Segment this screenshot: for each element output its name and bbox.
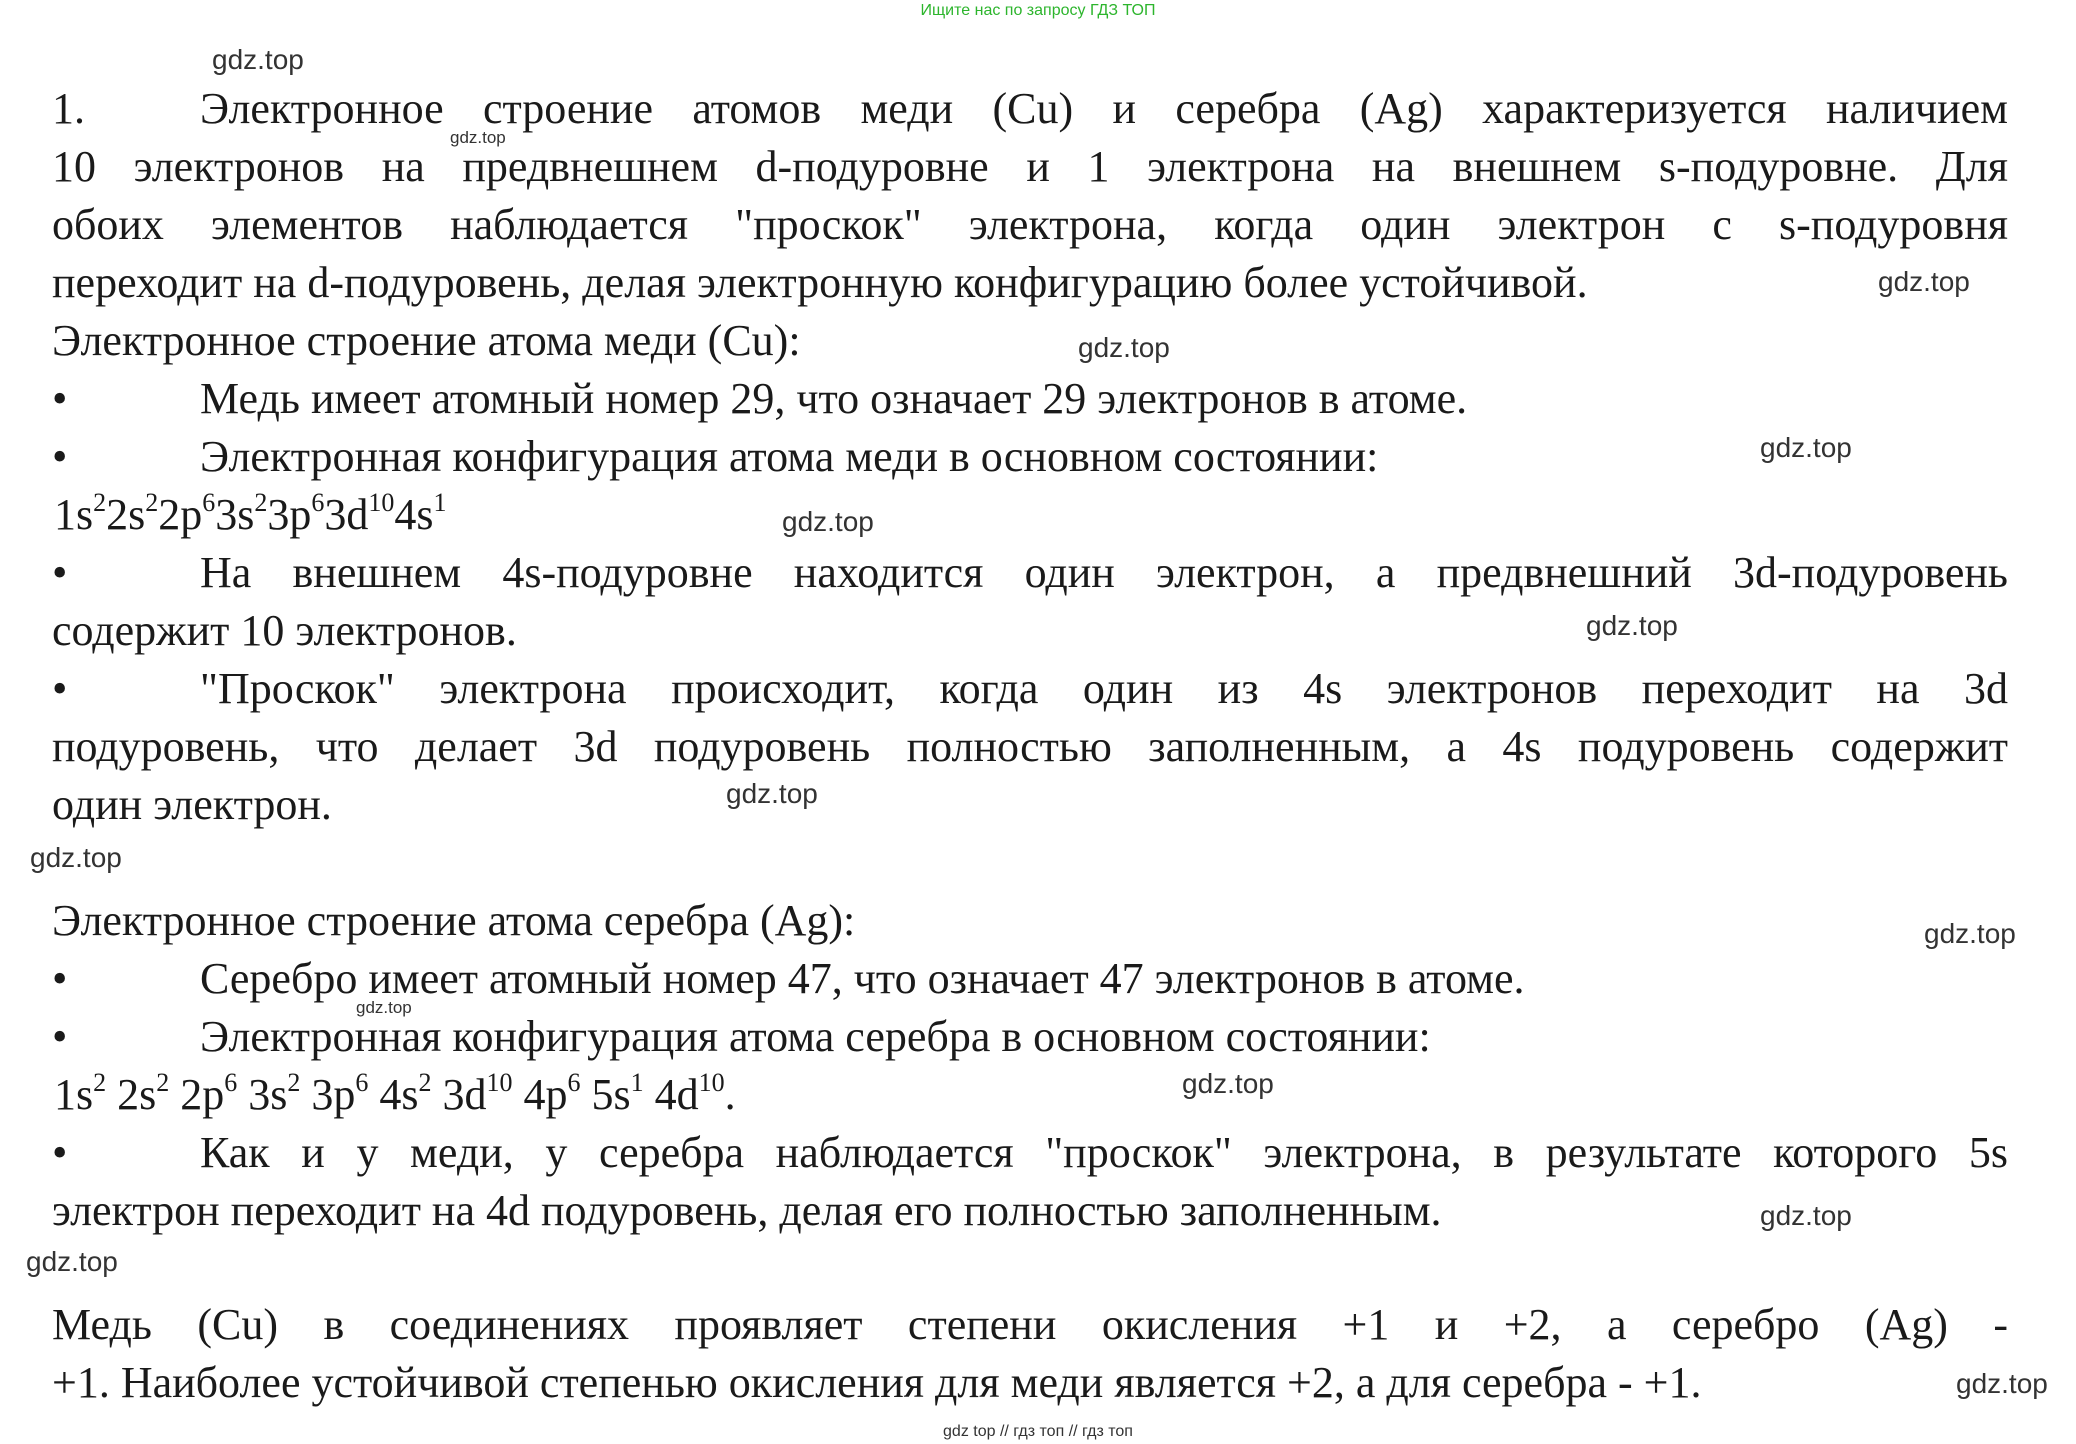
watermark: gdz.top bbox=[450, 128, 506, 147]
bullet-dot: • bbox=[52, 374, 68, 423]
para1-line-4: переходит на d-подуровень, делая электронную конфигурацию более устойчивой. bbox=[52, 258, 1588, 307]
cu-bullet-4-line-2: подуровень, что делает 3d подуровень полностью заполненным, а 4s подуровень содержит bbox=[52, 722, 2008, 771]
ag-config-term: $2p^6$ bbox=[180, 1068, 238, 1119]
cu-electron-config bbox=[54, 486, 2010, 544]
watermark: gdz.top bbox=[1956, 1368, 2048, 1399]
cu-bullet-3-line-2: содержит 10 электронов. bbox=[52, 606, 517, 655]
ag-config-term: $4p^6$ bbox=[523, 1068, 581, 1119]
ag-bullet-1: Серебро имеет атомный номер 47, что означает 47 электронов в атоме. bbox=[200, 954, 1525, 1003]
ag-config-term: $5s^1$ bbox=[591, 1068, 644, 1119]
watermark: gdz.top bbox=[1078, 332, 1170, 363]
watermark: gdz.top bbox=[782, 506, 874, 537]
ag-config-term: $3s^2$ bbox=[248, 1068, 301, 1119]
ag-config-term: $3d^{10}$ bbox=[442, 1068, 513, 1119]
bullet-dot: • bbox=[52, 1128, 68, 1177]
watermark: gdz.top bbox=[1760, 1200, 1852, 1231]
watermark: gdz.top bbox=[356, 998, 412, 1017]
cu-config-term: $2p^6$ bbox=[158, 488, 216, 539]
bullet-dot: • bbox=[52, 954, 68, 1003]
ag-heading: Электронное строение атома серебра (Ag): bbox=[52, 896, 856, 945]
cu-config-term: $3d^{10}$ bbox=[324, 488, 395, 539]
cu-config-term: $4s^1$ bbox=[394, 488, 447, 539]
cu-bullet-2: Электронная конфигурация атома меди в основном состоянии: bbox=[200, 432, 1379, 481]
cu-config-term: $3p^6$ bbox=[267, 488, 325, 539]
cu-config-term: $1s^2$ bbox=[54, 488, 107, 539]
watermark: gdz.top bbox=[1182, 1068, 1274, 1099]
ag-config-end: . bbox=[724, 1070, 736, 1119]
ag-config-term: $4s^2$ bbox=[379, 1068, 432, 1119]
watermark: gdz.top bbox=[30, 842, 122, 873]
ag-config-term: $2s^2$ bbox=[117, 1068, 170, 1119]
ag-bullet-2: Электронная конфигурация атома серебра в основном состоянии: bbox=[200, 1012, 1431, 1061]
final-line-1: Медь (Cu) в соединениях проявляет степени окисления +1 и +2, а серебро (Ag) - bbox=[52, 1300, 2008, 1349]
ag-electron-config bbox=[54, 1066, 2010, 1124]
final-line-2: +1. Наиболее устойчивой степенью окисления для меди является +2, а для серебра - +1. bbox=[52, 1358, 1702, 1407]
footer-links[interactable]: gdz top // гдз топ // гдз топ bbox=[943, 1423, 1133, 1440]
cu-bullet-4-line-3: один электрон. bbox=[52, 780, 332, 829]
cu-bullet-4-line-1: "Проскок" электрона происходит, когда один из 4s электронов переходит на 3d bbox=[200, 664, 2008, 713]
watermark: gdz.top bbox=[1878, 266, 1970, 297]
ag-bullet-3-line-2: электрон переходит на 4d подуровень, делая его полностью заполненным. bbox=[52, 1186, 1442, 1235]
watermark: gdz.top bbox=[1760, 432, 1852, 463]
para1-line-1-text: Электронное строение атомов меди (Cu) и серебра (Ag) характеризуется наличием bbox=[200, 84, 2008, 133]
watermark: gdz.top bbox=[1586, 610, 1678, 641]
watermark: gdz.top bbox=[212, 44, 304, 75]
cu-config-term: $2s^2$ bbox=[106, 488, 159, 539]
para1-line-3: обоих элементов наблюдается "проскок" электрона, когда один электрон с s-подуровня bbox=[52, 200, 2008, 249]
bullet-dot: • bbox=[52, 664, 68, 713]
item-number: 1. bbox=[52, 84, 85, 133]
ag-config-term: $4d^{10}$ bbox=[654, 1068, 725, 1119]
cu-bullet-1: Медь имеет атомный номер 29, что означает 29 электронов в атоме. bbox=[200, 374, 1468, 423]
watermark: gdz.top bbox=[26, 1246, 118, 1277]
watermark: gdz.top bbox=[726, 778, 818, 809]
watermark: gdz.top bbox=[1924, 918, 2016, 949]
cu-config-term: $3s^2$ bbox=[215, 488, 268, 539]
bullet-dot: • bbox=[52, 548, 68, 597]
cu-bullet-3-line-1: На внешнем 4s-подуровне находится один электрон, а предвнешний 3d-подуровень bbox=[200, 548, 2008, 597]
ag-bullet-3-line-1: Как и у меди, у серебра наблюдается "проскок" электрона, в результате которого 5s bbox=[200, 1128, 2008, 1177]
ag-config-term: $1s^2$ bbox=[54, 1068, 107, 1119]
ag-config-term: $3p^6$ bbox=[311, 1068, 369, 1119]
top-banner[interactable]: Ищите нас по запросу ГДЗ ТОП bbox=[920, 2, 1156, 19]
cu-heading: Электронное строение атома меди (Cu): bbox=[52, 316, 801, 365]
bullet-dot: • bbox=[52, 432, 68, 481]
para1-line-2: 10 электронов на предвнешнем d-подуровне и 1 электрона на внешнем s-подуровне. Для bbox=[52, 142, 2008, 191]
para1-line-1 bbox=[52, 80, 2008, 138]
bullet-dot: • bbox=[52, 1012, 68, 1061]
